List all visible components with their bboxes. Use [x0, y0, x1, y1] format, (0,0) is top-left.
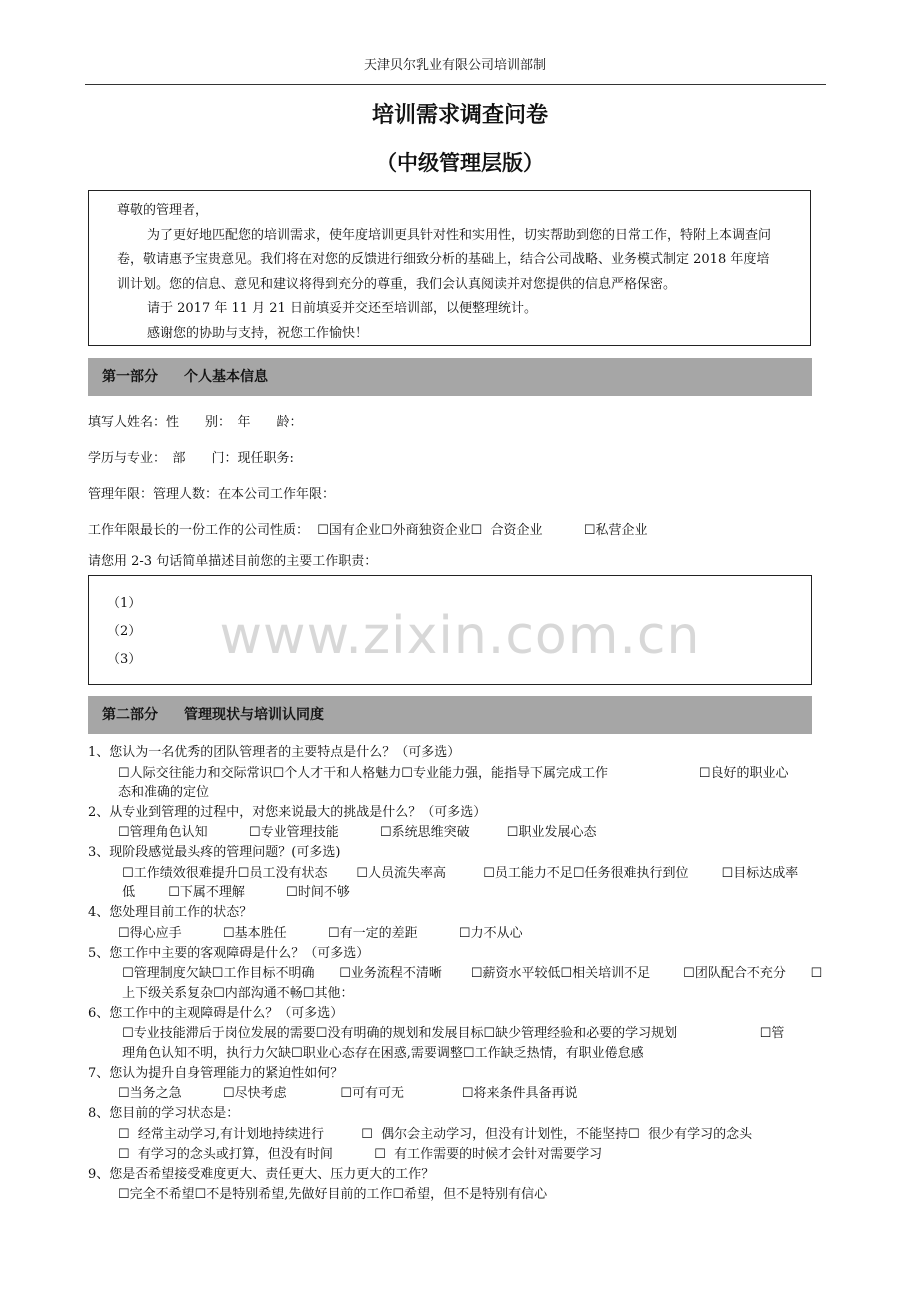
info-line-name: 填写人姓名：性 别： 年 龄：: [88, 415, 303, 430]
info-line-duties-prompt: 请您用 2-3 句话简单描述目前您的主要工作职责：: [88, 554, 378, 569]
info-line-company-type[interactable]: 工作年限最长的一份工作的公司性质： ☐国有企业☐外商独资企业☐ 合资企业 ☐私营企业: [88, 523, 648, 538]
document-title: 培训需求调查问卷: [371, 103, 548, 128]
info-line-management: 管理年限：管理人数：在本公司工作年限：: [88, 487, 336, 502]
duty-item-3: （3）: [107, 652, 142, 667]
question-1-options-line-2[interactable]: 态和准确的定位: [118, 785, 210, 800]
question-1: 1、您认为一名优秀的团队管理者的主要特点是什么？（可多选）: [88, 745, 461, 760]
header-divider: [85, 84, 826, 85]
question-2-options[interactable]: ☐管理角色认知 ☐专业管理技能 ☐系统思维突破 ☐职业发展心态: [118, 825, 597, 840]
section-1-header: [88, 358, 812, 396]
question-6: 6、您工作中的主观障碍是什么？（可多选）: [88, 1006, 344, 1021]
question-4: 4、您处理目前工作的状态？: [88, 905, 253, 920]
question-3: 3、现阶段感觉最头疼的管理问题？(可多选): [88, 845, 341, 860]
section-1-title: 个人基本信息: [184, 369, 268, 385]
intro-box: [88, 190, 811, 346]
question-1-options-line-1[interactable]: ☐人际交往能力和交际常识☐个人才干和人格魅力☐专业能力强，能指导下属完成工作 ☐良好的职业心: [118, 766, 789, 781]
question-7: 7、您认为提升自身管理能力的紧迫性如何？: [88, 1066, 344, 1081]
question-5: 5、您工作中主要的客观障碍是什么？（可多选）: [88, 946, 370, 961]
watermark-text: www.zixin.com.cn: [219, 606, 701, 666]
duty-item-1: （1）: [107, 596, 142, 611]
question-5-options-line-2[interactable]: 上下级关系复杂☐内部沟通不畅☐其他：: [118, 986, 354, 1001]
duty-item-2: （2）: [107, 624, 142, 639]
intro-paragraph-3: 感谢您的协助与支持，祝您工作愉快！: [147, 325, 369, 341]
question-8: 8、您目前的学习状态是：: [88, 1106, 240, 1121]
question-7-options[interactable]: ☐当务之急 ☐尽快考虑 ☐可有可无 ☐将来条件具备再说: [118, 1086, 578, 1101]
question-9: 9、您是否希望接受难度更大、责任更大、压力更大的工作？: [88, 1167, 435, 1182]
document-subtitle: （中级管理层版）: [376, 151, 544, 175]
info-line-education: 学历与专业： 部 门：现任职务:: [88, 451, 294, 466]
section-2-header: [88, 696, 812, 734]
intro-paragraph-1: 为了更好地匹配您的培训需求，使年度培训更具针对性和实用性，切实帮助到您的日常工作，特附上本调查问卷，敬请惠予宝贵意见。我们将在对您的反馈进行细致分析的基础上，结合公司战略、业务模式制定 2018 年度培训计划。您的信息、意见和建议将得到充分的尊重，我们会认真阅读并对您提供的信息严格保密。: [117, 227, 772, 292]
section-2-label: 第二部分: [102, 707, 158, 723]
question-8-options-line-1[interactable]: ☐ 经常主动学习,有计划地持续进行 ☐ 偶尔会主动学习，但没有计划性，不能坚持☐ 很少有学习的念头: [118, 1127, 753, 1142]
question-2: 2、从专业到管理的过程中，对您来说最大的挑战是什么？（可多选）: [88, 805, 487, 820]
intro-greeting: 尊敬的管理者，: [117, 203, 209, 218]
question-3-options-line-1[interactable]: ☐工作绩效很难提升☐员工没有状态 ☐人员流失率高 ☐员工能力不足☐任务很难执行到位 ☐目标达成率: [118, 866, 799, 881]
question-4-options[interactable]: ☐得心应手 ☐基本胜任 ☐有一定的差距 ☐力不从心: [118, 926, 523, 941]
section-1-label: 第一部分: [102, 369, 158, 385]
question-8-options-line-2[interactable]: ☐ 有学习的念头或打算，但没有时间 ☐ 有工作需要的时候才会针对需要学习: [118, 1147, 603, 1162]
section-2-title: 管理现状与培训认同度: [184, 707, 324, 723]
question-6-options-line-2[interactable]: 理角色认知不明，执行力欠缺☐职业心态存在困惑,需要调整☐工作缺乏热情，有职业倦怠感: [118, 1046, 644, 1061]
question-6-options-line-1[interactable]: ☐专业技能滞后于岗位发展的需要☐没有明确的规划和发展目标☐缺少管理经验和必要的学习规划 ☐管: [118, 1026, 785, 1041]
company-header: 天津贝尔乳业有限公司培训部制: [363, 58, 546, 73]
question-9-options[interactable]: ☐完全不希望☐不是特别希望,先做好目前的工作☐希望，但不是特别有信心: [118, 1187, 548, 1202]
intro-paragraph-2: 请于 2017 年 11 月 21 日前填妥并交还至培训部，以便整理统计。: [147, 301, 537, 316]
question-3-options-line-2[interactable]: 低 ☐下属不理解 ☐时间不够: [118, 885, 350, 900]
question-5-options-line-1[interactable]: ☐管理制度欠缺☐工作目标不明确 ☐业务流程不清晰 ☐薪资水平较低☐相关培训不足 ☐团队配合不充分 ☐: [118, 966, 823, 981]
